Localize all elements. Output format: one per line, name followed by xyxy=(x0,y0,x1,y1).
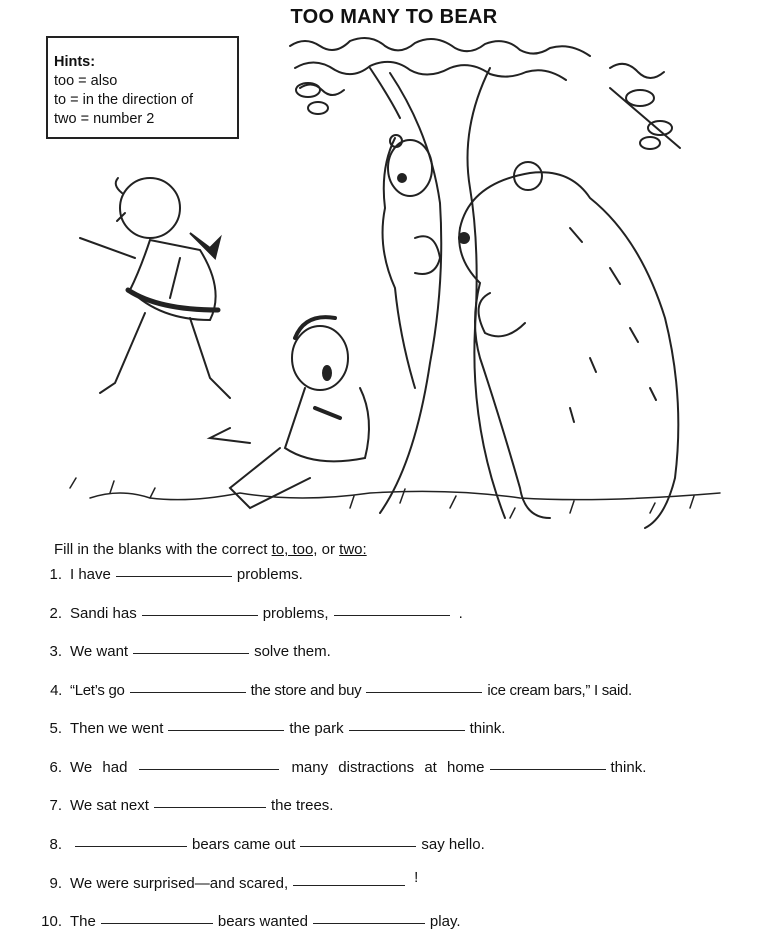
question-text: . xyxy=(458,605,463,622)
question-text: We want xyxy=(70,643,129,660)
answer-blank[interactable] xyxy=(101,922,213,924)
question-text: We sat next xyxy=(70,797,149,814)
question-text: ! xyxy=(414,869,419,886)
tree-foliage-icon xyxy=(290,38,680,149)
instructions-text: Fill in the blanks with the correct xyxy=(54,541,272,558)
answer-blank[interactable] xyxy=(154,806,266,808)
answer-blank[interactable] xyxy=(349,729,465,731)
question-text: say hello. xyxy=(421,836,485,853)
question-text: the store and buy xyxy=(250,682,362,699)
question-1 xyxy=(36,566,303,583)
question-number: 5. xyxy=(49,720,62,737)
question-text: problems, xyxy=(262,605,329,622)
question-2 xyxy=(36,605,463,622)
hint-too: too = also xyxy=(54,73,118,89)
question-text: bears wanted xyxy=(217,913,308,930)
question-number: 9. xyxy=(49,875,62,892)
question-text: the park xyxy=(289,720,344,737)
ground-grass-icon xyxy=(70,478,720,518)
question-5 xyxy=(36,720,505,737)
answer-blank[interactable] xyxy=(75,845,187,847)
answer-blank[interactable] xyxy=(293,884,405,886)
answer-blank[interactable] xyxy=(142,614,258,616)
question-text: “Let’s go xyxy=(70,682,125,699)
question-number: 4. xyxy=(50,682,62,699)
question-text: think. xyxy=(610,759,647,776)
answer-blank[interactable] xyxy=(116,575,232,577)
worksheet-title: TOO MANY TO BEAR xyxy=(290,6,498,28)
answer-blank[interactable] xyxy=(130,691,246,693)
question-text: We were surprised—and scared, xyxy=(70,875,289,892)
question-text: I have xyxy=(70,566,111,583)
question-text: bears came out xyxy=(192,836,296,853)
big-bear-icon xyxy=(459,162,678,528)
question-text: ice cream bars,” I said. xyxy=(487,682,632,699)
question-text: Sandi has xyxy=(70,605,137,622)
question-number: 8. xyxy=(49,836,62,853)
answer-blank[interactable] xyxy=(139,768,279,770)
question-number: 6. xyxy=(49,759,62,776)
question-number: 2. xyxy=(49,605,62,622)
answer-blank[interactable] xyxy=(133,652,249,654)
question-8 xyxy=(36,836,485,853)
hint-two: two = number 2 xyxy=(54,111,155,127)
question-text: solve them. xyxy=(254,643,331,660)
answer-blank[interactable] xyxy=(313,922,425,924)
answer-blank[interactable] xyxy=(334,614,450,616)
boy-icon xyxy=(210,317,369,508)
hint-to: to = in the direction of xyxy=(54,92,194,108)
question-text: many distractions at home xyxy=(291,759,485,776)
question-10 xyxy=(36,913,461,930)
question-9 xyxy=(36,869,419,892)
question-text: play. xyxy=(429,913,461,930)
question-text: problems. xyxy=(236,566,303,583)
instructions-or: or xyxy=(317,541,340,558)
question-6 xyxy=(36,759,646,776)
answer-blank[interactable] xyxy=(366,691,482,693)
instructions xyxy=(54,541,367,558)
question-number: 1. xyxy=(49,566,62,583)
instructions-last-option: two: xyxy=(339,541,367,558)
answer-blank[interactable] xyxy=(300,845,416,847)
question-number: 7. xyxy=(49,797,62,814)
answer-blank[interactable] xyxy=(168,729,284,731)
question-text: the trees. xyxy=(270,797,334,814)
hints-heading: Hints: xyxy=(54,54,96,70)
question-number: 10. xyxy=(41,913,62,930)
question-4 xyxy=(36,682,632,699)
question-text: think. xyxy=(469,720,506,737)
answer-blank[interactable] xyxy=(490,768,606,770)
question-number: 3. xyxy=(49,643,62,660)
girl-icon xyxy=(80,178,230,398)
question-text: Then we went xyxy=(70,720,164,737)
question-7 xyxy=(36,797,333,814)
tree-trunk-icon xyxy=(370,68,505,518)
illustration xyxy=(50,28,768,540)
question-text: We had xyxy=(70,759,128,776)
question-3 xyxy=(36,643,331,660)
question-text: The xyxy=(70,913,96,930)
instructions-options: to, too, xyxy=(271,541,318,558)
